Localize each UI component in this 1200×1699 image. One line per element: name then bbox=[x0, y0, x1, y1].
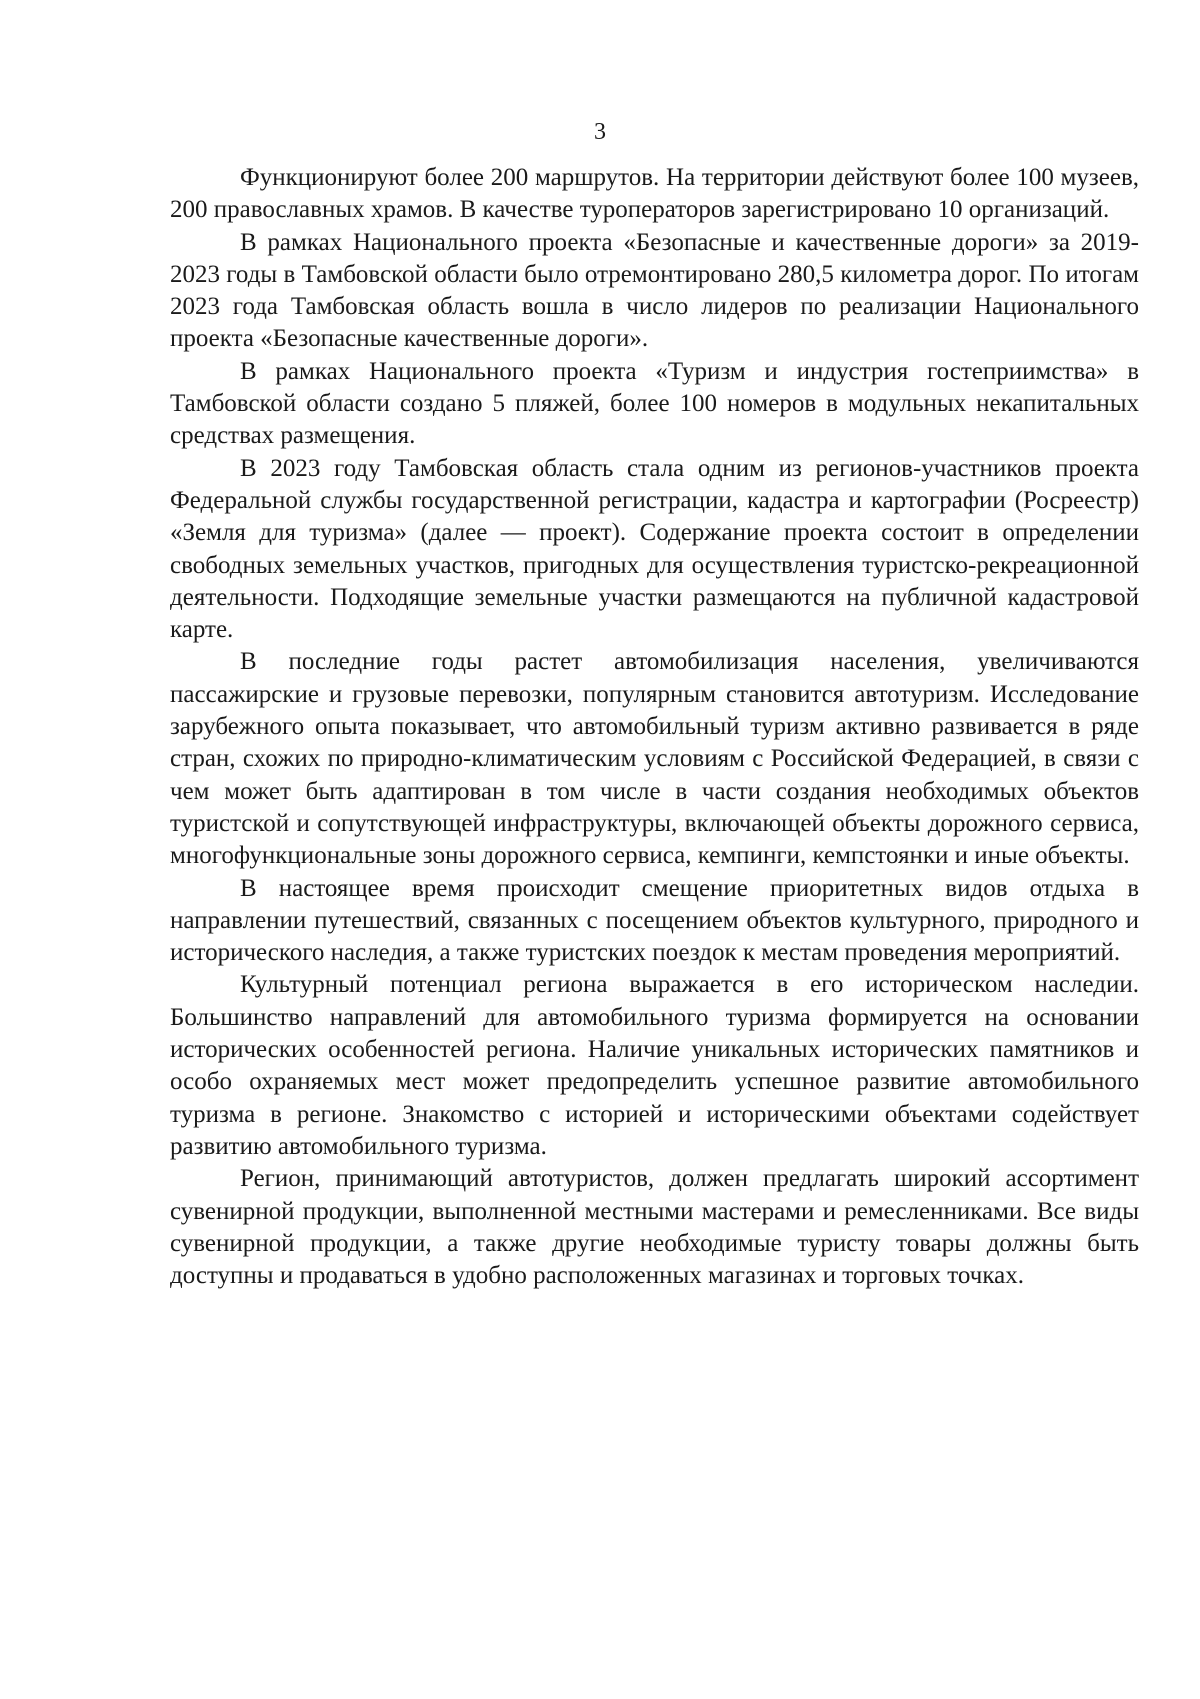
paragraph-autotourism: В последние годы растет автомобилизация населения, увеличиваются пассажирские и грузовые перевозки, популярным становится автотуризм. Исследование зарубежного опыта показывает, что автомобильный туризм активно развивается в ряде стран, схожих по природно-климатическим условиям с Российской Федерацией, в связи с чем может быть адаптирован в том числе в части создания необходимых объектов туристской и сопутствующей инфраструктуры, включающей объекты дорожного сервиса, многофункциональные зоны дорожного сервиса, кемпинги, кемпстоянки и иные объекты. bbox=[170, 648, 1139, 870]
paragraph-routes-museums: Функционируют более 200 маршрутов. На территории действуют более 100 музеев, 200 православных храмов. В качестве туроператоров зарегистрировано 10 организаций. bbox=[170, 164, 1139, 224]
page-number: 3 bbox=[594, 119, 606, 145]
document-body bbox=[170, 162, 1139, 1292]
paragraph-souvenirs: Регион, принимающий автотуристов, должен предлагать широкий ассортимент сувенирной продукции, выполненной местными мастерами и ремесленниками. Все виды сувенирной продукции, а также другие необходимые туристу товары должны быть доступны и продаваться в удобно расположенных магазинах и торговых точках. bbox=[170, 1165, 1139, 1290]
paragraph-cultural-potential: Культурный потенциал региона выражается в его историческом наследии. Большинство направлений для автомобильного туризма формируется на основании исторических особенностей региона. Наличие уникальных исторических памятников и особо охраняемых мест может предопределить успешное развитие автомобильного туризма в регионе. Знакомство с историей и историческими объектами содействует развитию автомобильного туризма. bbox=[170, 971, 1139, 1160]
paragraph-tourism-project: В рамках Национального проекта «Туризм и индустрия гостеприимства» в Тамбовской области создано 5 пляжей, более 100 номеров в модульных некапитальных средствах размещения. bbox=[170, 357, 1139, 450]
paragraph-roads-project: В рамках Национального проекта «Безопасные и качественные дороги» за 2019-2023 годы в Тамбовской области было отремонтировано 280,5 километра дорог. По итогам 2023 года Тамбовская область вошла в число лидеров по реализации Национального проекта «Безопасные качественные дороги». bbox=[170, 228, 1139, 353]
paragraph-recreation-shift: В настоящее время происходит смещение приоритетных видов отдыха в направлении путешествий, связанных с посещением объектов культурного, природного и исторического наследия, а также туристских поездок к местам проведения мероприятий. bbox=[170, 874, 1139, 967]
paragraph-land-for-tourism: В 2023 году Тамбовская область стала одним из регионов-участников проекта Федеральной службы государственной регистрации, кадастра и картографии (Росреестр) «Земля для туризма» (далее — проект). Содержание проекта состоит в определении свободных земельных участков, пригодных для осуществления туристско-рекреационной деятельности. Подходящие земельные участки размещаются на публичной кадастровой карте. bbox=[170, 454, 1139, 644]
